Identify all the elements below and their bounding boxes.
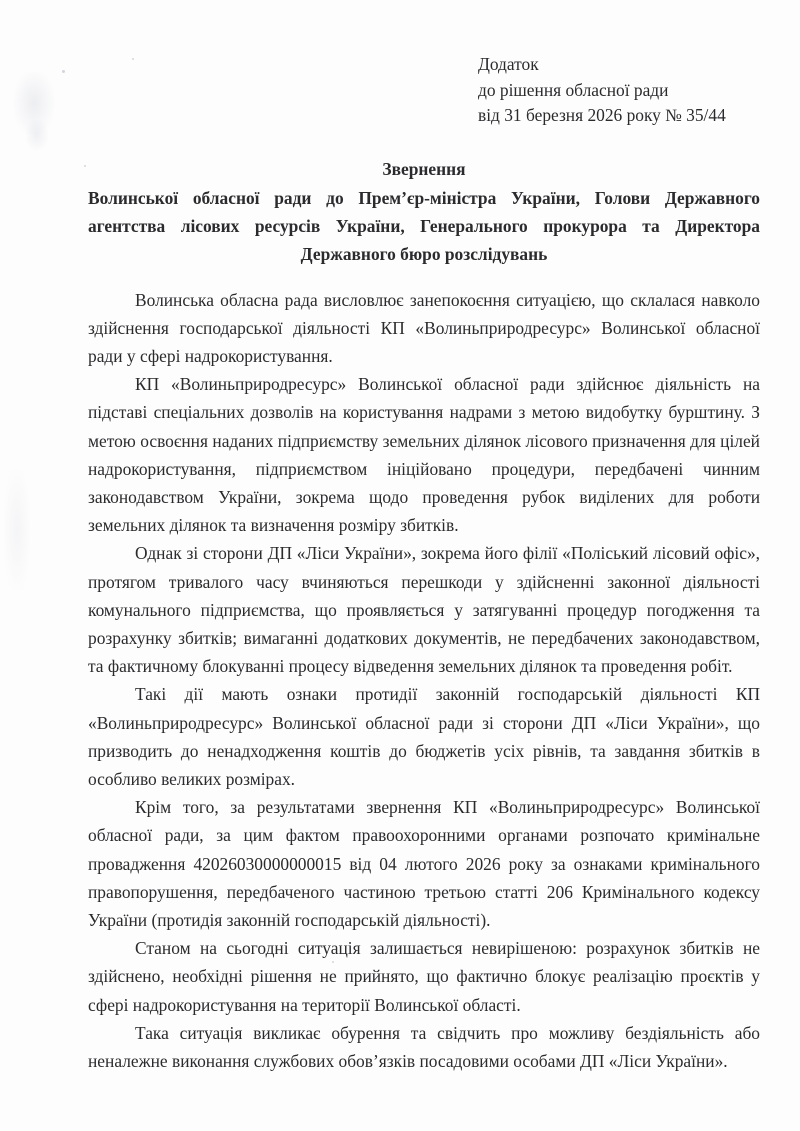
header-line-attachment: Додаток [478,54,539,74]
body-paragraph: Волинська обласна рада висловлює занепокоєння ситуацією, що склалася навколо здійснення господарської діяльності КП «Волиньприродресурс» Волинської обласної ради у сфері надрокористування. [88,289,760,366]
body-paragraph: Такі дії мають ознаки протидії законній господарській діяльності КП «Волиньприродресурс» Волинської обласної ради зі сторони ДП «Ліси України», що призводить до ненадходження коштів до бюджетів усіх рівнів, та завдання збитків в особливо великих розмірах. [88,684,760,789]
body-paragraph: Крім того, за результатами звернення КП «Волиньприродресурс» Волинської обласної ради, за цим фактом правоохоронними органами розпочато кримінальне провадження 42026030000000015 від 04 лютого 2026 року за ознаками кримінального правопорушення, передбаченого частиною третьою статті 206 Кримінального кодексу України (протидія законній господарській діяльності). [88,797,760,930]
page-title: Звернення [382,158,466,179]
page-subtitle: Волинської обласної ради до Прем’єр-міністра України, Голови Державного агентства лісових ресурсів України, Генерального прокурора та Директора Державного бюро розслідувань [88,187,760,264]
scan-artifact-speck [62,70,65,73]
document-header-block [478,52,760,129]
body-paragraph: Однак зі сторони ДП «Ліси України», зокрема його філії «Поліський лісовий офіс», протягом тривалого часу вчиняються перешкоди у здійсненні законної діяльності комунального підприємства, що проявляється у затягуванні процедур погодження та розрахунку збитків; вимаганні додаткових документів, не передбачених законодавством, та фактичному блокуванні процесу відведення земельних ділянок та проведення робіт. [88,543,760,677]
body-paragraph: КП «Волиньприродресурс» Волинської обласної ради здійснює діяльність на підставі спеціальних дозволів на користування надрами з метою видобутку бурштину. З метою освоєння наданих підприємству земельних ділянок лісового призначення для цілей надрокористування, підприємством ініційовано процедури, передбачені чинним законодавством України, зокрема щодо проведення рубок виділених для роботи земельних ділянок та визначення розміру збитків. [88,374,760,536]
scan-artifact-speck [84,165,86,167]
body-paragraph: Така ситуація викликає обурення та свідчить про можливу бездіяльність або неналежне виконання службових обов’язків посадовими особами ДП «Ліси України». [88,1022,760,1071]
body-paragraph: Станом на сьогодні ситуація залишається невирішеною: розрахунок збитків не здійснено, необхідні рішення не прийнято, що фактично блокує реалізацію проєктів у сфері надрокористування на території Волинської області. [88,938,760,1015]
header-line-decision-source: до рішення обласної ради [478,79,669,100]
document-content [88,0,760,1075]
scan-artifact-smudge [4,470,30,590]
header-line-decision-date-number: від 31 березня 2026 року № 35/44 [478,105,726,125]
scan-artifact-smudge [26,120,48,150]
document-title-block [88,155,760,268]
scan-artifact-smudge [14,72,54,134]
document-body [88,286,760,1076]
